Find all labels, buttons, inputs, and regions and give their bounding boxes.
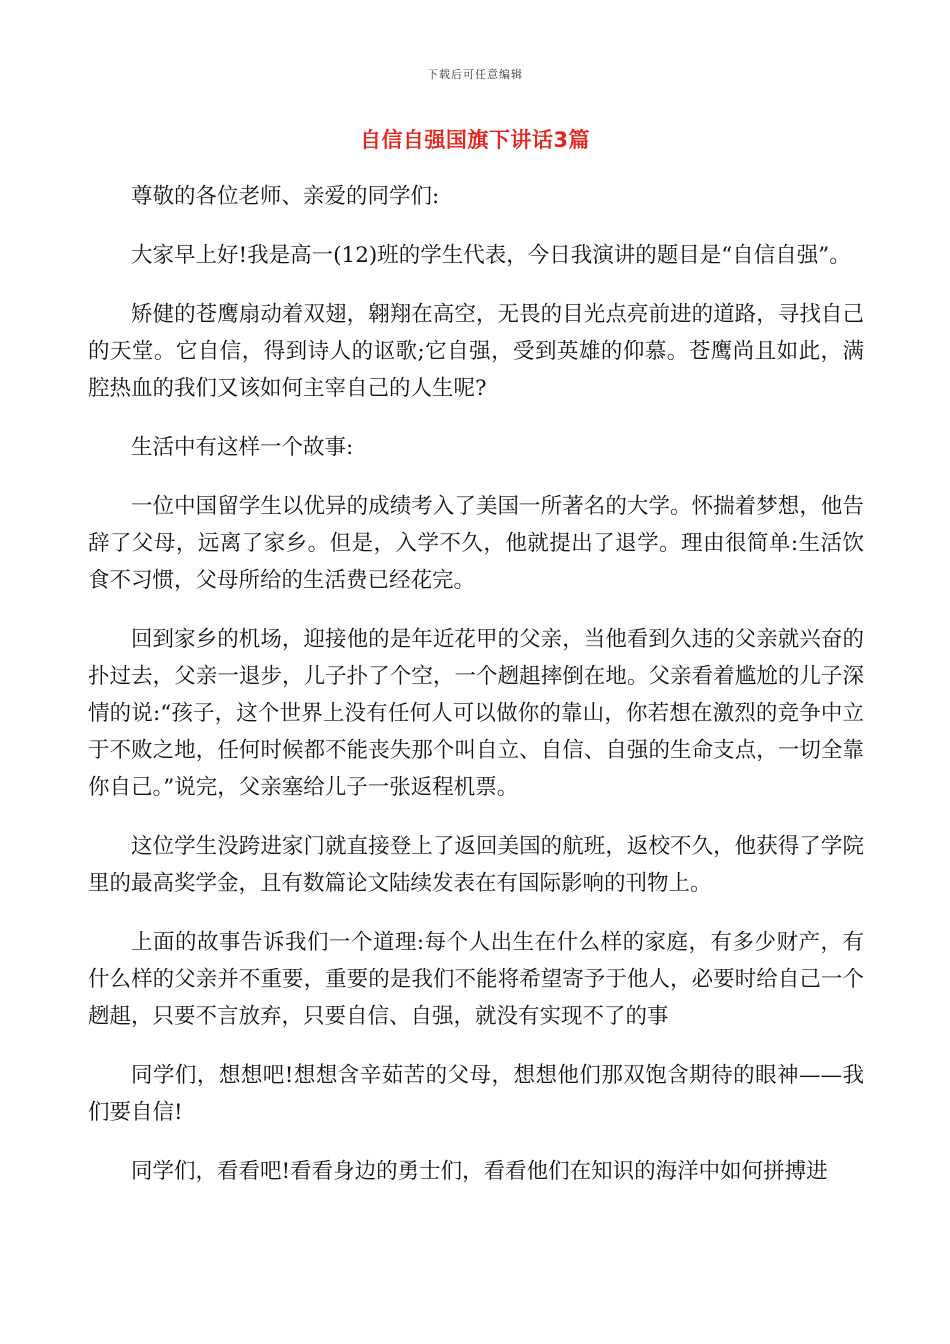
paragraph: 同学们，想想吧!想想含辛茹苦的父母，想想他们那双饱含期待的眼神——我们要自信!: [88, 1063, 864, 1125]
document-title: 自信自强国旗下讲话3篇: [359, 128, 591, 152]
header-note: 下载后可任意编辑: [427, 68, 523, 81]
paragraph: 上面的故事告诉我们一个道理:每个人出生在什么样的家庭，有多少财产，有什么样的父亲并不重要，重要的是我们不能将希望寄予于他人，必要时给自己一个趔趄，只要不言放弃，只要自信、自强，就没有实现不了的事: [88, 930, 864, 1029]
paragraph: 生活中有这样一个故事:: [131, 435, 354, 460]
paragraph: 同学们，看看吧!看看身边的勇士们，看看他们在知识的海洋中如何拼搏进: [131, 1159, 828, 1184]
document-body: [88, 178, 864, 1212]
paragraph: 这位学生没跨进家门就直接登上了返回美国的航班，返校不久，他获得了学院里的最高奖学金，且有数篇论文陆续发表在有国际影响的刊物上。: [88, 834, 864, 896]
paragraph: 一位中国留学生以优异的成绩考入了美国一所著名的大学。怀揣着梦想，他告辞了父母，远离了家乡。但是，入学不久，他就提出了退学。理由很简单:生活饮食不习惯，父母所给的生活费已经花完。: [88, 494, 864, 593]
paragraph: 大家早上好!我是高一(12)班的学生代表，今日我演讲的题目是“自信自强”。: [131, 243, 851, 268]
paragraph: 回到家乡的机场，迎接他的是年近花甲的父亲，当他看到久违的父亲就兴奋的扑过去，父亲一退步，儿子扑了个空，一个趔趄摔倒在地。父亲看着尴尬的儿子深情的说:“孩子，这个世界上没有任何人可以做你的靠山，你若想在激烈的竞争中立于不败之地，任何时候都不能丧失那个叫自立、自信、自强的生命支点，一切全靠你自己。”说完，父亲塞给儿子一张返程机票。: [88, 627, 864, 800]
paragraph: 尊敬的各位老师、亲爱的同学们:: [131, 184, 440, 209]
paragraph: 矫健的苍鹰扇动着双翅，翱翔在高空，无畏的目光点亮前进的道路，寻找自己的天堂。它自信，得到诗人的讴歌;它自强，受到英雄的仰慕。苍鹰尚且如此，满腔热血的我们又该如何主宰自己的人生呢?: [88, 302, 864, 401]
